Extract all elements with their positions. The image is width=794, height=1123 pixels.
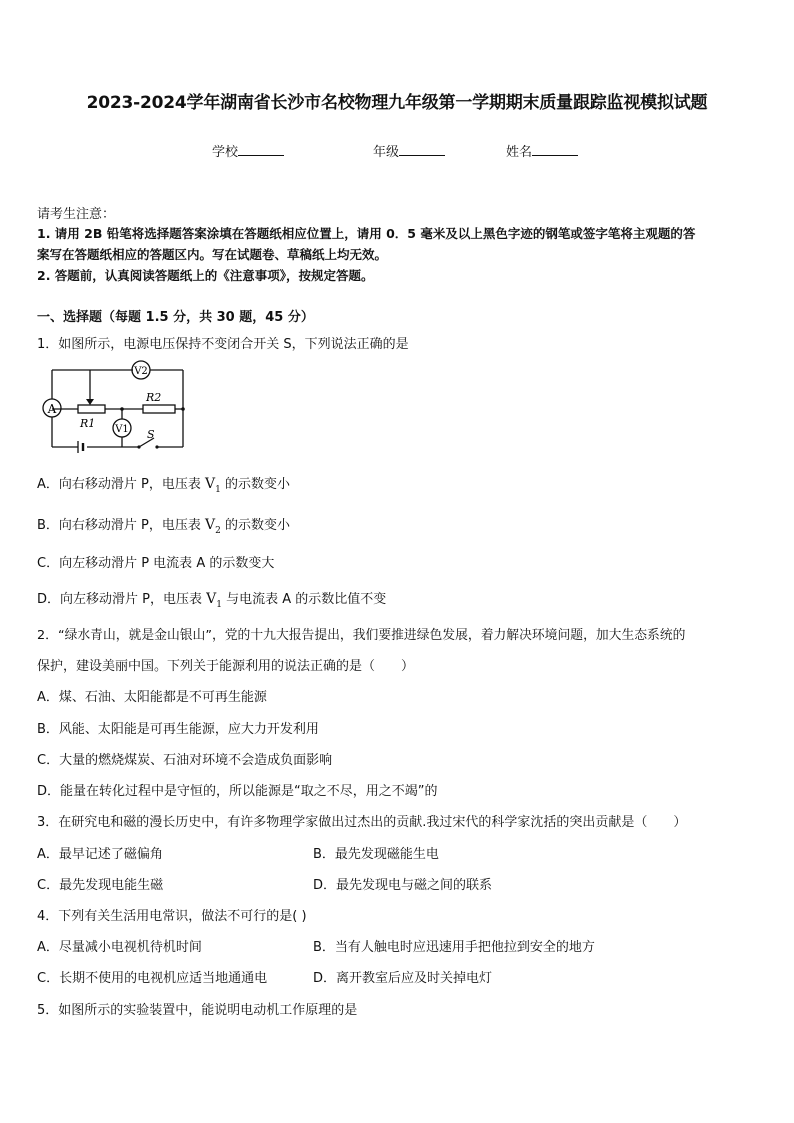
school-field xyxy=(212,141,284,160)
grade-field xyxy=(373,141,445,160)
switch-label: S xyxy=(147,428,155,441)
q2-option-d: D．能量在转化过程中是守恒的，所以能源是“取之不尽，用之不竭”的 xyxy=(37,784,438,799)
q1-option-d: D．向左移动滑片 P，电压表 $V_1$ 与电流表 A 的示数比值不变 xyxy=(37,591,387,610)
q1-option-b: B．向右移动滑片 P，电压表 $V_2$ 的示数变小 xyxy=(37,517,291,536)
q2-stem-line-1: 2．“绿水青山，就是金山银山”，党的十九大报告提出，我们要推进绿色发展，着力解决环境问题，加大生态系统的 xyxy=(37,628,686,643)
v2-symbol: $V_2$ xyxy=(205,517,221,536)
q1-option-a: A．向右移动滑片 P，电压表 $V_1$ 的示数变小 xyxy=(37,476,290,495)
q3-option-b: B．最先发现磁能生电 xyxy=(313,847,439,862)
q3-option-d: D．最先发现电与磁之间的联系 xyxy=(313,878,493,893)
notice-heading: 请考生注意： xyxy=(37,207,116,222)
r2-label: R2 xyxy=(146,391,162,404)
q4-option-d: D．离开教室后应及时关掉电灯 xyxy=(313,971,493,986)
q2-option-c: C．大量的燃烧煤炭、石油对环境不会造成负面影响 xyxy=(37,753,333,768)
q4-option-a: A．尽量减小电视机待机时间 xyxy=(37,940,202,955)
school-blank xyxy=(238,143,284,156)
q2-stem-line-2: 保护，建设美丽中国。下列关于能源利用的说法正确的是（ ） xyxy=(37,659,415,674)
q4-option-b: B．当有人触电时应迅速用手把他拉到安全的地方 xyxy=(313,940,595,955)
grade-blank xyxy=(399,143,445,156)
q3-option-c: C．最先发现电能生磁 xyxy=(37,878,164,893)
v1-symbol: $V_1$ xyxy=(206,591,222,610)
notice-item-1-line-2: 案写在答题纸相应的答题区内。写在试题卷、草稿纸上均无效。 xyxy=(37,247,388,262)
notice-item-2: 2. 答题前，认真阅读答题纸上的《注意事项》，按规定答题。 xyxy=(37,268,374,283)
slider-arrow xyxy=(86,399,94,405)
q2-option-a: A．煤、石油、太阳能都是不可再生能源 xyxy=(37,690,267,705)
page-title: 2023-2024学年湖南省长沙市名校物理九年级第一学期期末质量跟踪监视模拟试题 xyxy=(86,93,708,113)
q3-option-a: A．最早记述了磁偏角 xyxy=(37,847,163,862)
q2-option-b: B．风能、太阳能是可再生能源，应大力开发利用 xyxy=(37,722,319,737)
section-heading: 一、选择题（每题 1.5 分，共 30 题，45 分） xyxy=(37,310,314,325)
q1-circuit-diagram xyxy=(40,358,200,456)
q1-stem: 1．如图所示，电源电压保持不变闭合开关 S，下列说法正确的是 xyxy=(37,337,409,352)
q1-option-c: C．向左移动滑片 P 电流表 A 的示数变大 xyxy=(37,556,275,571)
v2-label: V2 xyxy=(134,366,148,377)
q3-stem: 3．在研究电和磁的漫长历史中，有许多物理学家做出过杰出的贡献.我过宋代的科学家沈括的突出贡献是（ ） xyxy=(37,815,687,830)
name-blank xyxy=(532,143,578,156)
q4-option-c: C．长期不使用的电视机应适当地通通电 xyxy=(37,971,268,986)
v1-label: V1 xyxy=(115,424,129,435)
v1-symbol: $V_1$ xyxy=(205,476,221,495)
name-label: 姓名 xyxy=(506,145,533,160)
school-label: 学校 xyxy=(212,145,239,160)
q5-stem: 5．如图所示的实验装置中，能说明电动机工作原理的是 xyxy=(37,1003,358,1018)
ammeter-label: A xyxy=(47,402,57,416)
resistor-r2 xyxy=(143,405,175,413)
q4-stem: 4．下列有关生活用电常识，做法不可行的是( ) xyxy=(37,909,307,924)
r1-label: R1 xyxy=(80,417,96,430)
resistor-r1 xyxy=(78,405,105,413)
name-field xyxy=(506,141,578,160)
notice-item-1-line-1: 1. 请用 2B 铅笔将选择题答案涂填在答题纸相应位置上，请用 0．5 毫米及以上黑色字迹的钢笔或签字笔将主观题的答 xyxy=(37,226,696,241)
grade-label: 年级 xyxy=(373,145,400,160)
